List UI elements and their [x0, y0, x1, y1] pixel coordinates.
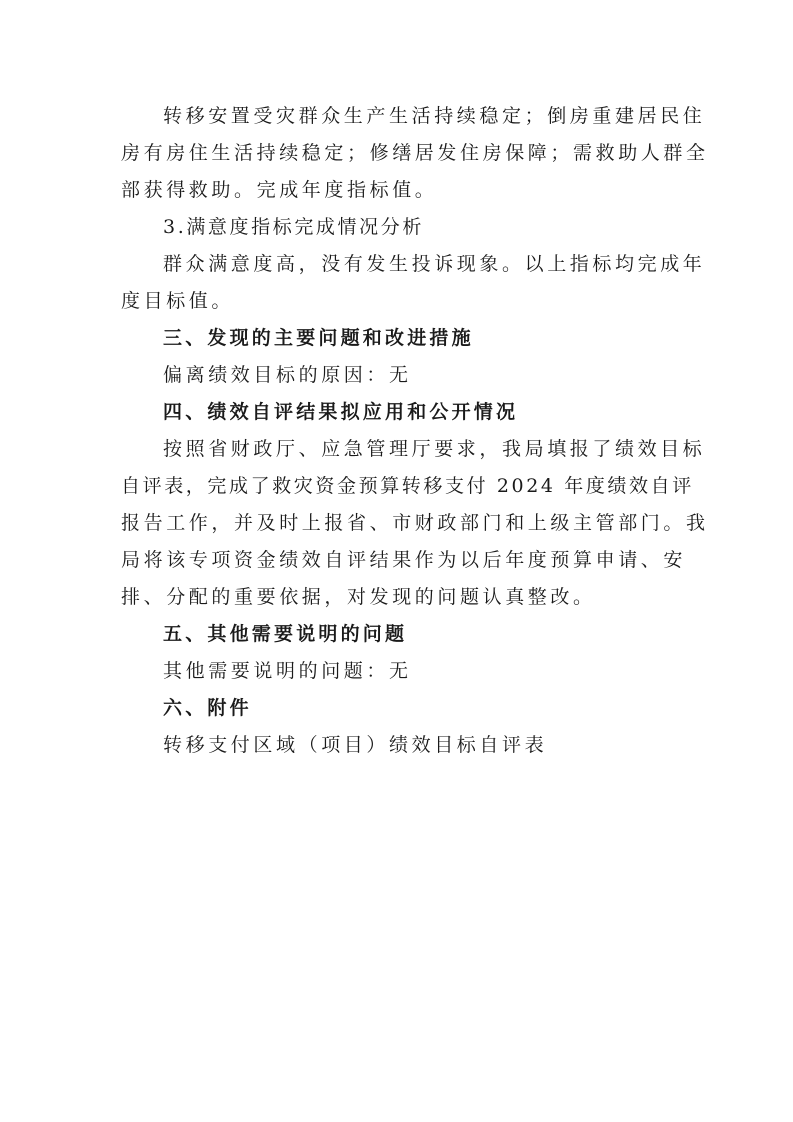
section-heading-4: [121, 394, 676, 431]
section-heading-3: [121, 320, 676, 357]
text-line: 排、分配的重要依据，对发现的问题认真整改。: [121, 586, 596, 608]
paragraph-other-notes: [121, 653, 676, 690]
text-line: 转移安置受灾群众生产生活持续稳定；倒房重建居民住: [163, 105, 706, 127]
paragraph-self-evaluation: [121, 431, 709, 616]
paragraph-deviation-reason: [121, 357, 676, 394]
attachment-title: 转移支付区域（项目）绩效目标自评表: [163, 734, 548, 756]
text-line: 3.满意度指标完成情况分析: [163, 216, 424, 238]
text-line: 部获得救助。完成年度指标值。: [121, 179, 438, 201]
paragraph-attachment: [121, 727, 676, 764]
paragraph-satisfaction: [121, 246, 706, 320]
text-line: 报告工作，并及时上报省、市财政部门和上级主管部门。我: [121, 512, 709, 534]
text-line: 自评表，完成了救灾资金预算转移支付 2024 年度绩效自评: [121, 475, 694, 497]
heading-text: 六、附件: [163, 697, 252, 719]
section-heading-5: [121, 616, 676, 653]
subsection-satisfaction-title: [121, 209, 676, 246]
text-line: 偏离绩效目标的原因：无: [163, 364, 412, 386]
text-line: 度目标值。: [121, 290, 235, 312]
text-line: 按照省财政厅、应急管理厅要求，我局填报了绩效目标: [163, 438, 706, 460]
text-line: 群众满意度高，没有发生投诉现象。以上指标均完成年: [163, 253, 706, 275]
document-body: [121, 98, 709, 764]
text-line: 房有房住生活持续稳定；修缮居发住房保障；需救助人群全: [121, 142, 709, 164]
text-line: 局将该专项资金绩效自评结果作为以后年度预算申请、安: [121, 549, 687, 571]
paragraph-resettlement: [121, 98, 709, 209]
heading-text: 四、绩效自评结果拟应用和公开情况: [163, 401, 519, 423]
text-line: 其他需要说明的问题：无: [163, 660, 412, 682]
heading-text: 五、其他需要说明的问题: [163, 623, 408, 645]
heading-text: 三、发现的主要问题和改进措施: [163, 327, 474, 349]
section-heading-6: [121, 690, 676, 727]
